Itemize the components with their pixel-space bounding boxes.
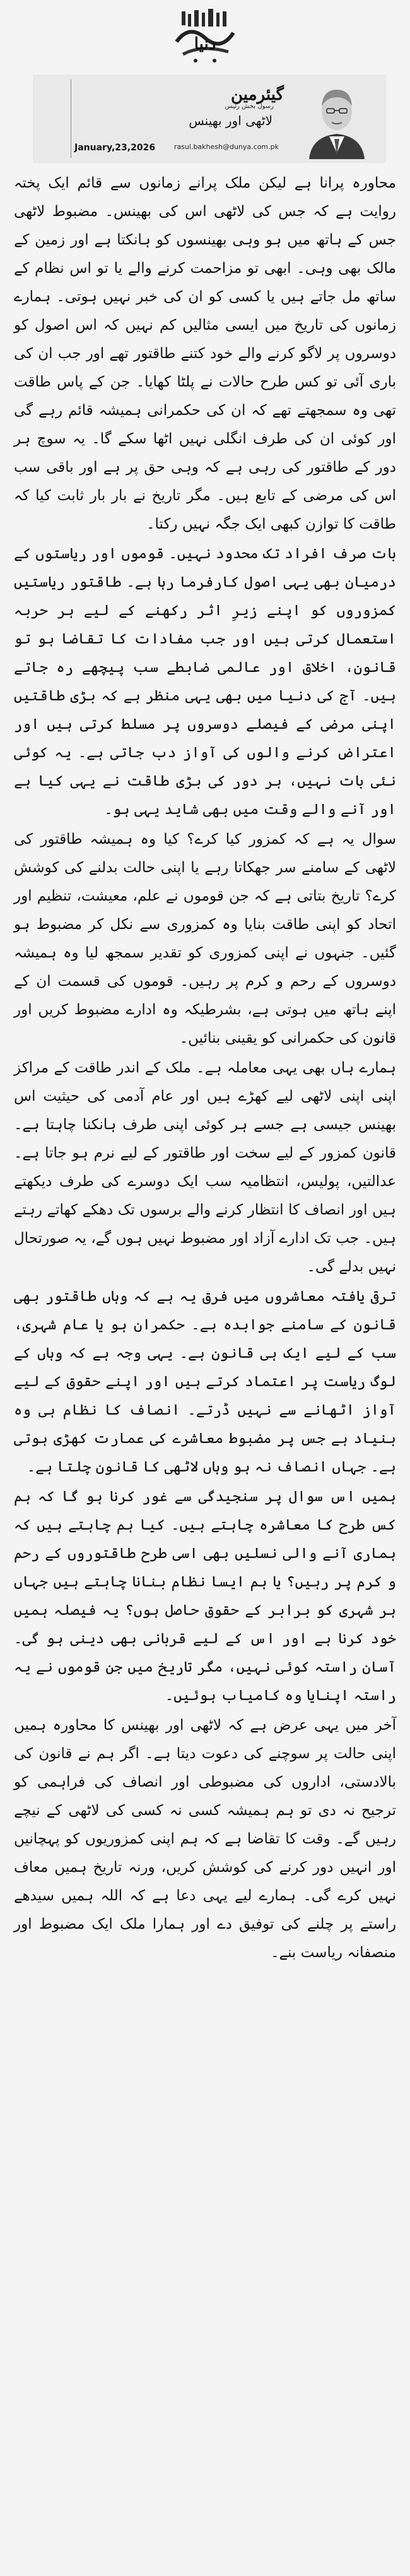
columnist-byline [33,75,386,163]
column-title: لاٹھی اور بھینس [189,113,272,128]
brand-name: گیئرمین [231,85,284,104]
logo-text: دنیا [194,35,216,54]
article-paragraph: بات صرف افراد تک محدود نہیں۔ قوموں اور ریاستوں کے درمیان بھی یہی اصول کارفرما رہا ہے۔ طاقتور ریاستیں کمزوروں کو اپنے زیرِ اثر رکھنے کے لیے ہر حربہ استعمال کرتی ہیں اور جب مفادات کا تقاضا ہو تو قانون، اخلاق اور عالمی ضابطے سب پیچھے رہ جاتے ہیں۔ آج کی دنیا میں بھی یہی منظر ہے کہ بڑی طاقتیں اپنی مرضی کے فیصلے دوسروں پر مسلط کرتی ہیں اور اعتراض کرنے والوں کی آواز دب جاتی ہے۔ یہ کوئی نئی بات نہیں، ہر دور کی بڑی طاقت نے یہی کیا ہے اور آنے والے وقت میں بھی شاید یہی ہو۔ [14,546,396,818]
article-paragraph: ہمارے ہاں بھی یہی معاملہ ہے۔ ملک کے اندر طاقت کے مراکز اپنی اپنی لاٹھی لیے کھڑے ہیں اور عام آدمی کی حیثیت اس بھینس جیسی ہے جسے ہر کوئی اپنی طرف ہانکنا چاہتا ہے۔ قانون کمزور کے لیے سخت اور طاقتور کے لیے نرم ہو جاتا ہے۔ عدالتیں، پولیس، انتظامیہ سب ایک دوسرے کی طرف دیکھتے ہیں اور انصاف کا انتظار کرنے والے برسوں تک دھکے کھاتے رہتے ہیں۔ جب تک ادارے آزاد اور مضبوط نہیں ہوں گے، یہ صورتحال نہیں بدلے گی۔ [14,1060,396,1275]
author-photo [296,78,377,159]
article-paragraph: سوال یہ ہے کہ کمزور کیا کرے؟ کیا وہ ہمیشہ طاقتور کی لاٹھی کے سامنے سر جھکاتا رہے یا اپنی حالت بدلنے کی کوشش کرے؟ تاریخ بتاتی ہے کہ جن قوموں نے علم، معیشت، تنظیم اور اتحاد کو اپنی طاقت بنایا وہ کمزوری سے نکل کر مضبوط ہو گئیں۔ جنہوں نے اپنی کمزوری کو تقدیر سمجھ لیا وہ ہمیشہ دوسروں کے رحم و کرم پر رہیں۔ قوموں کی قسمت ان کے اپنے ہاتھ میں ہوتی ہے، بشرطیکہ وہ ادارے مضبوط کریں اور قانون کی حکمرانی کو یقینی بنائیں۔ [14,831,396,1046]
publish-date: January,23,2026 [74,143,156,153]
author-email[interactable]: rasul.bakhesh@dunya.com.pk [173,143,279,151]
dunya-logo [170,5,240,66]
article-paragraph: آخر میں یہی عرض ہے کہ لاٹھی اور بھینس کا محاورہ ہمیں اپنی حالت پر سوچنے کی دعوت دیتا ہے۔ اگر ہم نے قانون کی بالادستی، اداروں کی مضبوطی اور انصاف کی فراہمی کو ترجیح نہ دی تو ہم ہمیشہ کسی نہ کسی کی لاٹھی کے نیچے رہیں گے۔ وقت کا تقاضا ہے کہ ہم اپنی کمزوریوں کو پہچانیں اور انہیں دور کرنے کی کوشش کریں، ورنہ تاریخ ہمیں معاف نہیں کرے گی۔ ہمارے لیے یہی دعا ہے کہ اللہ ہمیں سیدھے راستے پر چلنے کی توفیق دے اور ہمارا ملک ایک مضبوط اور منصفانہ ریاست بنے۔ [14,1717,396,1961]
article-paragraph: ہمیں اس سوال پر سنجیدگی سے غور کرنا ہو گا کہ ہم کس طرح کا معاشرہ چاہتے ہیں۔ کیا ہم چاہتے ہیں کہ ہماری آنے والی نسلیں بھی اسی طرح طاقتوروں کے رحم و کرم پر رہیں؟ یا ہم ایسا نظام بنانا چاہتے ہیں جہاں ہر شہری کو برابر کے حقوق حاصل ہوں؟ یہ فیصلہ ہمیں خود کرنا ہے اور اس کے لیے قربانی بھی دینی ہو گی۔ آسان راستہ کوئی نہیں، مگر تاریخ میں جن قوموں نے یہ راستہ اپنایا وہ کامیاب ہوئیں۔ [14,1489,396,1704]
masthead [0,0,410,71]
article-paragraph: ترقی یافتہ معاشروں میں فرق یہ ہے کہ وہاں طاقتور بھی قانون کے سامنے جوابدہ ہے۔ حکمران ہو یا عام شہری، سب کے لیے ایک ہی قانون ہے۔ یہی وجہ ہے کہ وہاں کے لوگ ریاست پر اعتماد کرتے ہیں اور اپنے حقوق کے لیے آواز اٹھانے سے نہیں ڈرتے۔ انصاف کا نظام ہی وہ بنیاد ہے جس پر مضبوط معاشرے کی عمارت کھڑی ہوتی ہے۔ جہاں انصاف نہ ہو وہاں لاٹھی کا قانون چلتا ہے۔ [14,1288,396,1475]
article-body [14,169,396,1968]
article-paragraph: محاورہ پرانا ہے لیکن ملک پرانے زمانوں سے قائم ایک پختہ روایت ہے کہ جس کی لاٹھی اس کی بھینس۔ مضبوط لاٹھی جس کے ہاتھ میں ہو وہی بھینسوں کو ہانکتا ہے اور زمین کے مالک بھی وہی۔ ابھی تو مزاحمت کرنے والے یا تو اس نظام کے ساتھ مل جاتے ہیں یا کسی کو ان کی خبر نہیں ہوتی۔ ہمارے زمانوں کی تاریخ میں ایسی مثالیں کم نہیں کہ اس اصول کو دوسروں پر لاگو کرنے والے خود کتنے طاقتور تھے اور جب ان کی باری آئی تو کس طرح حالات نے پلٹا کھایا۔ جن کے پاس طاقت تھی وہ سمجھتے تھے کہ ان کی حکمرانی ہمیشہ قائم رہے گی اور کوئی ان کی طرف انگلی نہیں اٹھا سکے گا۔ یہ سوچ ہر دور کے طاقتور کی رہی ہے کہ وہی حق پر ہے اور باقی سب اس کی مرضی کے تابع ہیں۔ مگر تاریخ نے بار بار ثابت کیا کہ طاقت کا توازن کبھی ایک جگہ نہیں رکتا۔ [14,175,396,532]
author-name: رسول بخش رئیس [225,103,274,110]
